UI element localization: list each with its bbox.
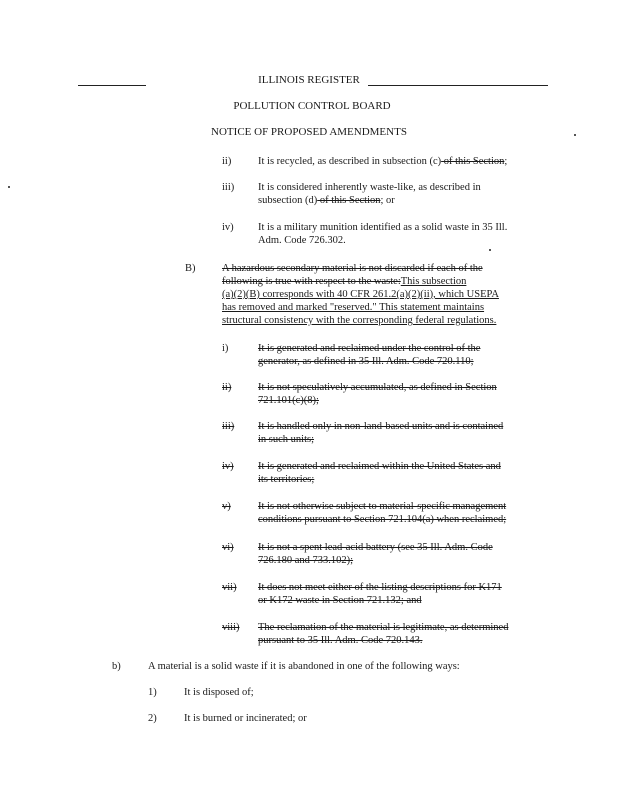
item-label: i) <box>222 343 229 354</box>
list-item <box>222 181 562 209</box>
notice-title: NOTICE OF PROPOSED AMENDMENTS <box>211 126 407 138</box>
item-label: b) <box>112 661 121 672</box>
list-item <box>222 381 562 409</box>
struck-text: in such units; <box>258 434 315 445</box>
item-text: A material is a solid waste if it is abandoned in one of the following ways: <box>148 661 460 672</box>
item-text: It is a military munition identified as a solid waste in 35 Ill. <box>258 222 508 233</box>
item-text: It is recycled, as described in subsection (c) of this Section; <box>258 156 508 167</box>
struck-text: The reclamation of the material is legitimate, as determined <box>258 622 509 633</box>
item-label: iii) <box>222 182 235 193</box>
underlined-text: structural consistency with the corresponding federal regulations. <box>222 315 497 326</box>
scan-speck <box>8 186 10 188</box>
item-text: It is considered inherently waste-like, as described in <box>258 182 481 193</box>
struck-text: It is not a spent lead-acid battery (see 35 Ill. Adm. Code <box>258 542 493 553</box>
list-item <box>222 420 562 448</box>
list-item <box>222 621 562 649</box>
struck-text: A hazardous secondary material is not discarded if each of the <box>222 263 483 274</box>
subsection-B <box>185 262 555 332</box>
struck-text: conditions pursuant to Section 721.104(a) when reclaimed; <box>258 514 507 525</box>
scan-speck <box>574 134 576 136</box>
list-item <box>222 460 562 488</box>
item-label: iii) <box>222 421 235 432</box>
item-label: 1) <box>148 687 157 698</box>
item-label: ii) <box>222 382 232 393</box>
list-item <box>222 221 562 249</box>
struck-text: 721.101(c)(8); <box>258 395 319 406</box>
item-text: subsection (d) of this Section; or <box>258 195 395 206</box>
item-label: 2) <box>148 713 157 724</box>
subsection-b <box>112 660 552 674</box>
struck-text: It is not speculatively accumulated, as defined in Section <box>258 382 497 393</box>
item-label: viii) <box>222 622 240 633</box>
list-item <box>222 581 562 609</box>
struck-text: It does not meet either of the listing descriptions for K171 <box>258 582 502 593</box>
register-title: ILLINOIS REGISTER <box>258 74 360 86</box>
item-text: It is disposed of; <box>184 687 254 698</box>
underlined-text: has removed and marked "reserved." This statement maintains <box>222 302 485 313</box>
struck-text: or K172 waste in Section 721.132; and <box>258 595 422 606</box>
item-text: Adm. Code 726.302. <box>258 235 346 246</box>
list-item <box>148 686 448 700</box>
underlined-text: (a)(2)(B) corresponds with 40 CFR 261.2(a)(2)(ii), which USEPA <box>222 289 499 300</box>
struck-text: It is handled only in non-land-based units and is contained <box>258 421 504 432</box>
struck-text: It is generated and reclaimed under the control of the <box>258 343 481 354</box>
item-label: v) <box>222 501 231 512</box>
struck-text: generator, as defined in 35 Ill. Adm. Code 720.110; <box>258 356 474 367</box>
struck-text: It is generated and reclaimed within the United States and <box>258 461 501 472</box>
item-label: iv) <box>222 222 234 233</box>
struck-text: 726.180 and 733.102); <box>258 555 354 566</box>
list-item <box>222 342 562 370</box>
scan-speck <box>489 249 491 251</box>
item-label: ii) <box>222 156 232 167</box>
list-item <box>148 712 448 726</box>
item-label: B) <box>185 263 196 274</box>
item-label: iv) <box>222 461 234 472</box>
list-item <box>222 155 562 169</box>
item-label: vii) <box>222 582 237 593</box>
board-title: POLLUTION CONTROL BOARD <box>233 100 391 112</box>
item-text: following is true with respect to the waste:This subsection <box>222 276 467 287</box>
list-item <box>222 541 562 569</box>
struck-text: pursuant to 35 Ill. Adm. Code 720.143. <box>258 635 423 646</box>
item-text: It is burned or incinerated; or <box>184 713 307 724</box>
struck-text: It is not otherwise subject to material-specific management <box>258 501 507 512</box>
struck-text: its territories; <box>258 474 315 485</box>
item-label: vi) <box>222 542 234 553</box>
list-item <box>222 500 562 528</box>
